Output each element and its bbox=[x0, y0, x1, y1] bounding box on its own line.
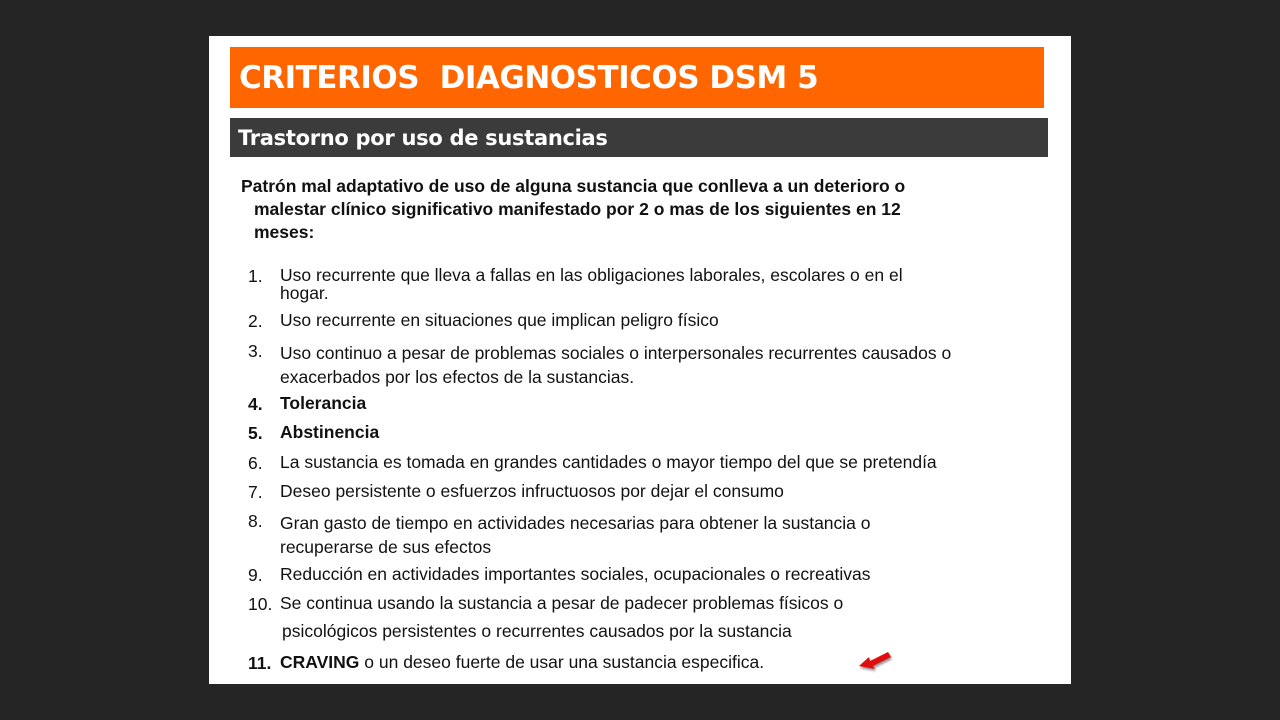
criterion-10 bbox=[248, 594, 1068, 645]
subtitle-bar bbox=[230, 118, 1048, 157]
criterion-line: Reducción en actividades importantes sociales, ocupacionales o recreativas bbox=[280, 564, 871, 584]
criterion-number: 6. bbox=[248, 453, 263, 473]
criterion-6 bbox=[248, 453, 1068, 474]
criterion-text bbox=[280, 511, 1068, 559]
criterion-line: hogar. bbox=[280, 283, 329, 303]
criterion-line: Abstinencia bbox=[280, 422, 380, 442]
criterion-line: Tolerancia bbox=[280, 393, 367, 413]
criterion-text bbox=[280, 341, 1068, 389]
slide-subtitle: Trastorno por uso de sustancias bbox=[238, 125, 608, 150]
slide bbox=[209, 36, 1071, 684]
intro-line-3: meses: bbox=[254, 222, 315, 242]
red-arrow-icon bbox=[857, 644, 897, 674]
criterion-text bbox=[280, 589, 1068, 645]
criterion-1 bbox=[248, 266, 1068, 302]
criterion-number: 2. bbox=[248, 311, 263, 331]
criterion-line: o un deseo fuerte de usar una sustancia especifica. bbox=[359, 652, 765, 672]
intro-paragraph bbox=[241, 175, 1041, 244]
criterion-11 bbox=[248, 653, 1068, 674]
criterion-text bbox=[280, 266, 1068, 302]
criterion-number: 11. bbox=[248, 653, 272, 673]
criterion-line: La sustancia es tomada en grandes cantidades o mayor tiempo del que se pretendía bbox=[280, 452, 937, 472]
criterion-line: Uso continuo a pesar de problemas sociales o interpersonales recurrentes causados o bbox=[280, 343, 952, 363]
criterion-8 bbox=[248, 511, 1068, 559]
criterion-number: 4. bbox=[248, 394, 263, 414]
craving-term: CRAVING bbox=[280, 652, 360, 672]
criterion-3 bbox=[248, 341, 1068, 389]
criterion-line: Uso recurrente que lleva a fallas en las obligaciones laborales, escolares o en el bbox=[280, 265, 903, 285]
slide-title: CRITERIOS DIAGNOSTICOS DSM 5 bbox=[239, 59, 819, 96]
criterion-number: 8. bbox=[248, 511, 263, 531]
intro-line-1: Patrón mal adaptativo de uso de alguna sustancia que conlleva a un deterioro o bbox=[241, 176, 906, 196]
criterion-number: 5. bbox=[248, 423, 263, 443]
criterion-line: exacerbados por los efectos de la sustancias. bbox=[280, 367, 635, 387]
title-bar bbox=[230, 47, 1044, 108]
criterion-line: Deseo persistente o esfuerzos infructuosos por dejar el consumo bbox=[280, 481, 784, 501]
criterion-line: Se continua usando la sustancia a pesar de padecer problemas físicos o bbox=[280, 593, 844, 613]
criterion-number: 9. bbox=[248, 565, 263, 585]
criterion-text bbox=[280, 653, 1068, 674]
criterion-7 bbox=[248, 482, 1068, 503]
criterion-line: Uso recurrente en situaciones que implican peligro físico bbox=[280, 310, 719, 330]
criterion-number: 1. bbox=[248, 266, 263, 286]
criterion-number: 7. bbox=[248, 482, 263, 502]
intro-line-2: malestar clínico significativo manifestado por 2 o mas de los siguientes en 12 bbox=[254, 199, 901, 219]
criterion-line: recuperarse de sus efectos bbox=[280, 537, 492, 557]
criterion-4 bbox=[248, 394, 1068, 415]
criterion-5 bbox=[248, 423, 1068, 444]
criterion-line: psicológicos persistentes o recurrentes causados por la sustancia bbox=[282, 621, 792, 641]
criterion-2 bbox=[248, 311, 1068, 332]
criterion-number: 3. bbox=[248, 341, 263, 361]
criterion-number: 10. bbox=[248, 594, 273, 614]
criterion-9 bbox=[248, 565, 1068, 586]
criterion-line: Gran gasto de tiempo en actividades necesarias para obtener la sustancia o bbox=[280, 513, 871, 533]
